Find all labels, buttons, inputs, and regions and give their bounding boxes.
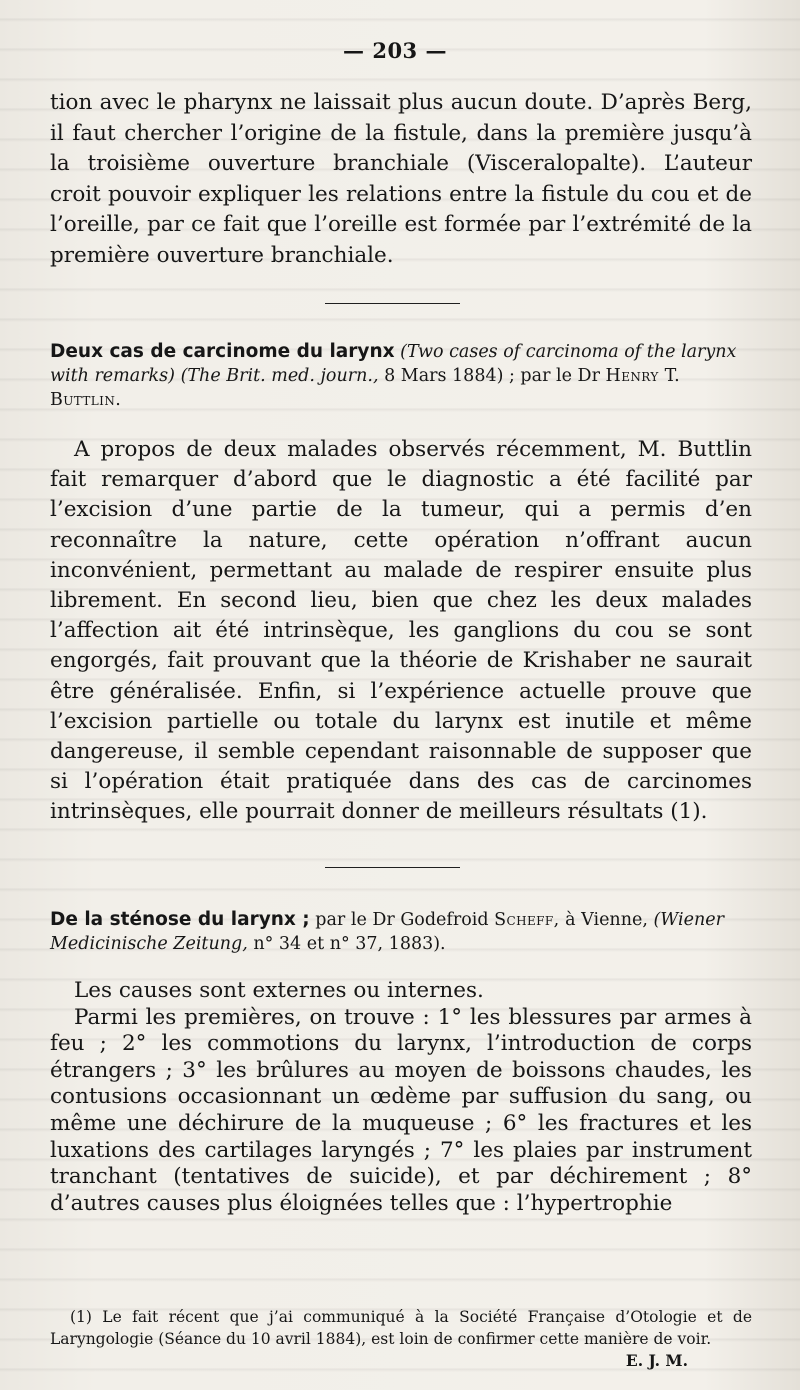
article-heading-carcinoma [50, 340, 752, 412]
paragraph-causes-intro: Les causes sont externes ou internes. [74, 978, 484, 1003]
stenosis-causes-text [50, 978, 752, 1217]
footnote [50, 1306, 752, 1372]
section-divider [325, 867, 460, 868]
article-journal: (Wiener Medicinische Zeitung, [50, 910, 724, 954]
page-number: — 203 — [343, 38, 447, 63]
article-location: à Vienne, [565, 910, 648, 930]
paragraph-fistula-origin: tion avec le pharynx ne laissait plus aucun doute. D’après Berg, il faut chercher l’origine de la fistule, dans la première jusqu’à la troisième ouverture branchiale (Visceralopalte). L’auteur croit pouvoir expliquer les relations entre la fistule du cou et de l’oreille, par ce fait que l’oreille est formée par l’extrémité de la première ouverture branchiale. [50, 90, 752, 268]
footnote-text: (1) Le fait récent que j’ai communiqué à la Société Française d’Otologie et de Laryngologie (Séance du 10 avril 1884), est loin de confirmer cette manière de voir. [50, 1308, 752, 1348]
section-divider [325, 303, 460, 304]
article-author: Scheff, [494, 910, 560, 930]
author-prefix: Dr [577, 366, 600, 386]
article-issues: n° 34 et n° 37, 1883). [253, 934, 446, 954]
article-author: Henry T. Buttlin. [50, 366, 681, 410]
article-original-title: (Two cases of carcinoma of the larynx with remarks) [50, 342, 737, 386]
article-heading-stenosis [50, 908, 752, 956]
footnote-signature: E. J. M. [625, 1351, 688, 1370]
article-title: De la sténose du larynx ; [50, 909, 310, 930]
paragraph-buttlin-cases: A propos de deux malades observés récemment, M. Buttlin fait remarquer d’abord que le diagnostic a été facilité par l’excision d’une partie de la tumeur, qui a permis d’en reconnaître la nature, cette opération n’offrant aucun inconvénient, permettant au malade de respirer ensuite plus librement. En second lieu, bien que chez les deux malades l’affection ait été intrinsèque, les ganglions du cou se sont engorgés, fait prouvant que la théorie de Krishaber ne saurait être généralisée. Enfin, si l’expérience actuelle prouve que l’excision partielle ou totale du larynx est inutile et même dangereuse, il semble cependant raisonnable de supposer que si l’opération était pratiquée dans des cas de carcinomes intrinsèques, elle pourrait donner de meilleurs résultats (1). [50, 437, 752, 825]
article-date: 8 Mars 1884) ; par le [384, 366, 572, 386]
article-byline: par le Dr Godefroid [315, 910, 489, 930]
paragraph-causes-list: Parmi les premières, on trouve : 1° les blessures par armes à feu ; 2° les commotions du larynx, l’introduction de corps étrangers ; 3° les brûlures au moyen de boissons chaudes, les contusions occasionnant un œdème par suffusion du sang, ou même une déchirure de la muqueuse ; 6° les fractures et les luxations des cartilages laryngés ; 7° les plaies par instrument tranchant (tentatives de suicide), et par déchirement ; 8° d’autres causes plus éloignées telles que : l’hypertrophie [50, 1004, 752, 1216]
article-journal: (The Brit. med. journ., [180, 366, 379, 386]
article-title: Deux cas de carcinome du larynx [50, 341, 395, 362]
